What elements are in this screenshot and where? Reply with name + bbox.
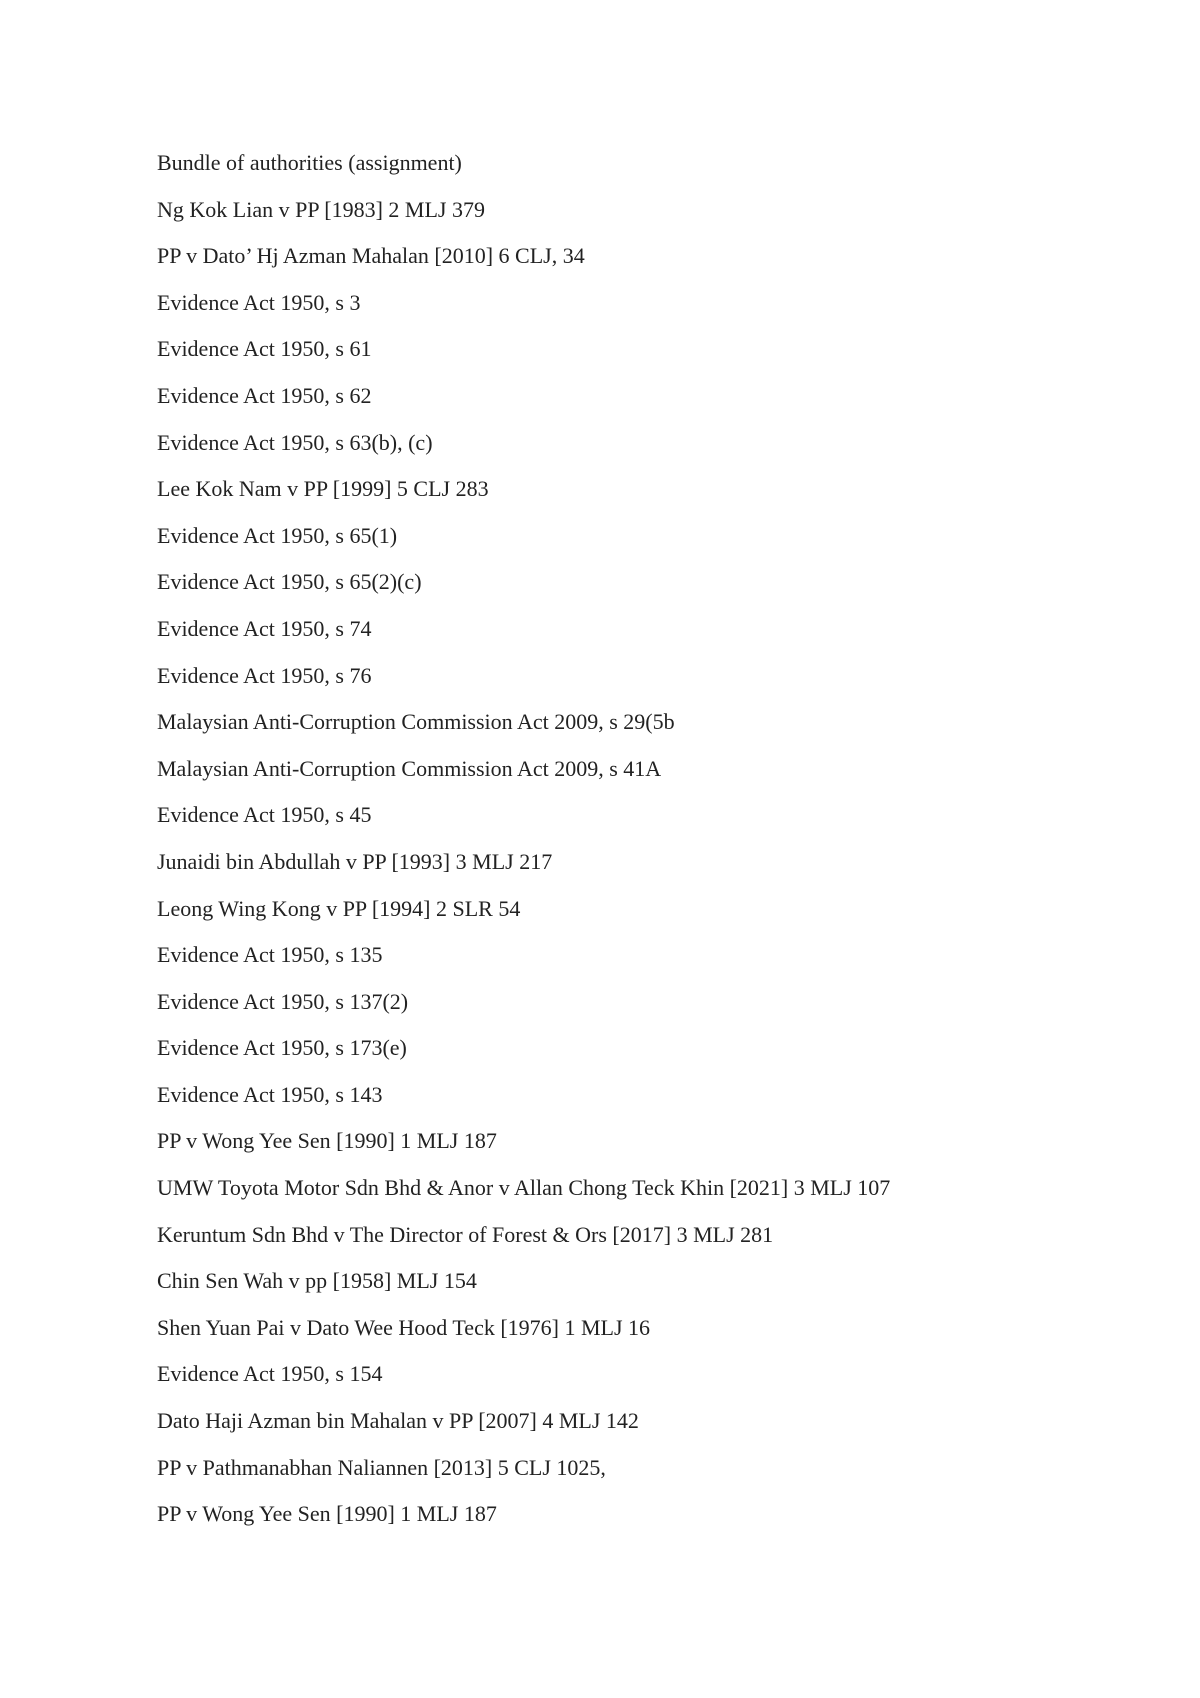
authority-entry: Leong Wing Kong v PP [1994] 2 SLR 54: [157, 895, 521, 921]
authority-entry: Keruntum Sdn Bhd v The Director of Forest & Ors [2017] 3 MLJ 281: [157, 1221, 774, 1247]
authority-entry: Lee Kok Nam v PP [1999] 5 CLJ 283: [157, 476, 489, 502]
authority-entry: Evidence Act 1950, s 63(b), (c): [157, 429, 433, 455]
authority-entry: Evidence Act 1950, s 65(1): [157, 522, 398, 548]
authority-entry: PP v Pathmanabhan Naliannen [2013] 5 CLJ 1025,: [157, 1454, 606, 1480]
authority-entry: Evidence Act 1950, s 143: [157, 1081, 383, 1107]
authority-entry: Evidence Act 1950, s 65(2)(c): [157, 569, 422, 595]
authority-entry: Ng Kok Lian v PP [1983] 2 MLJ 379: [157, 196, 485, 222]
document-heading: Bundle of authorities (assignment): [157, 150, 462, 175]
authority-entry: Dato Haji Azman bin Mahalan v PP [2007] 4 MLJ 142: [157, 1408, 639, 1434]
authority-entry: Evidence Act 1950, s 135: [157, 942, 383, 968]
authority-entry: Evidence Act 1950, s 3: [157, 289, 361, 315]
authority-entry: Evidence Act 1950, s 45: [157, 802, 372, 828]
authority-entry: Evidence Act 1950, s 154: [157, 1361, 383, 1387]
authority-entry: UMW Toyota Motor Sdn Bhd & Anor v Allan Chong Teck Khin [2021] 3 MLJ 107: [157, 1175, 891, 1201]
authority-entry: Junaidi bin Abdullah v PP [1993] 3 MLJ 217: [157, 848, 553, 874]
authority-entry: Evidence Act 1950, s 74: [157, 615, 372, 641]
authority-entry: Chin Sen Wah v pp [1958] MLJ 154: [157, 1268, 477, 1294]
authority-entry: Malaysian Anti-Corruption Commission Act 2009, s 41A: [157, 755, 662, 781]
authority-entry: Evidence Act 1950, s 62: [157, 382, 372, 408]
authority-entry: Shen Yuan Pai v Dato Wee Hood Teck [1976] 1 MLJ 16: [157, 1314, 651, 1340]
authority-entry: Malaysian Anti-Corruption Commission Act 2009, s 29(5b: [157, 709, 675, 735]
authorities-list: [157, 140, 1157, 1538]
authority-entry: PP v Wong Yee Sen [1990] 1 MLJ 187: [157, 1128, 497, 1154]
authority-entry: Evidence Act 1950, s 137(2): [157, 988, 409, 1014]
authority-entry: Evidence Act 1950, s 76: [157, 662, 372, 688]
authority-entry: Evidence Act 1950, s 173(e): [157, 1035, 407, 1061]
authority-entry: PP v Wong Yee Sen [1990] 1 MLJ 187: [157, 1501, 497, 1527]
authority-entry: PP v Dato’ Hj Azman Mahalan [2010] 6 CLJ, 34: [157, 243, 585, 269]
authority-entry: Evidence Act 1950, s 61: [157, 336, 372, 362]
